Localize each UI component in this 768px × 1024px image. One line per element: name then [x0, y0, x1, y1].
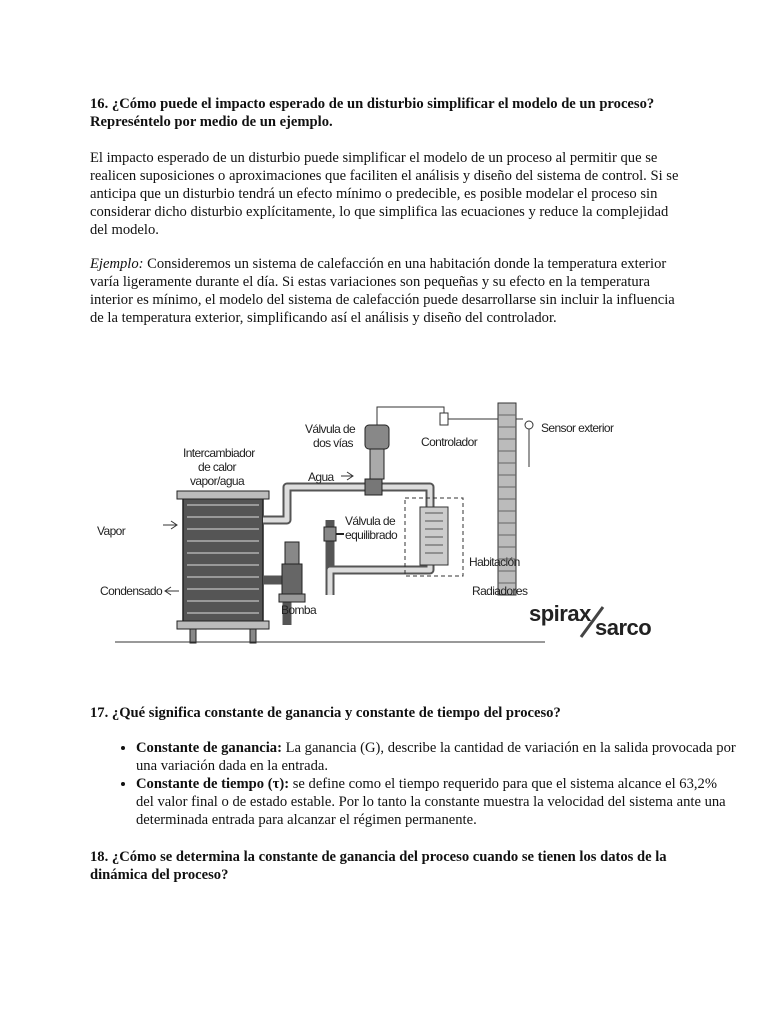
term-time-constant: Constante de tiempo (τ): — [136, 776, 290, 792]
label-intercambiador-3: vapor/agua — [190, 474, 245, 488]
heating-system-diagram — [95, 395, 675, 650]
svg-text:spirax: spirax — [529, 601, 591, 626]
question-16-heading: 16. ¿Cómo puede el impacto esperado de un disturbio simplificar el modelo de un proceso? Represéntelo por medio de un ejemplo. — [90, 96, 655, 130]
label-bomba: Bomba — [281, 603, 317, 617]
example-text: Consideremos un sistema de calefacción en una habitación donde la temperatura exterior varía ligeramente durante el día. Si estas variaciones son pequeñas y su efecto en la temperatura interior es mínimo, el modelo del sistema de calefacción puede desarrollarse sin incluir la influencia de la temperatura exterior, simplificando así el análisis y diseño del controlador. — [90, 256, 675, 326]
controller-icon — [440, 413, 448, 425]
definition-time-constant: se define como el tiempo requerido para que el sistema alcance el 63,2% del valor final o de estado estable. Por lo tanto la constante muestra la velocidad del sistema ante una determinada entrada para alcanzar el régimen permanente. — [136, 776, 726, 828]
spirax-sarco-logo — [529, 601, 651, 640]
condensate-arrow-icon — [165, 587, 179, 595]
question-16-answer: El impacto esperado de un disturbio puede simplificar el modelo de un proceso al permitir que se realicen suposiciones o aproximaciones que faciliten el análisis y diseño del sistema de control. Si se anticipa que un disturbio tendrá un efecto mínimo o predecible, es posible modelar el proceso sin considerar dicho disturbio explícitamente, lo que simplifica las ecuaciones y reduce la complejidad del modelo. — [90, 150, 679, 238]
term-gain: Constante de ganancia: — [136, 740, 282, 756]
label-valvula-equilibrado-1: Válvula de — [345, 514, 396, 528]
question-18-heading: 18. ¿Cómo se determina la constante de ganancia del proceso cuando se tienen los datos de la dinámica del proceso? — [90, 849, 667, 883]
label-habitacion: Habitación — [469, 555, 520, 569]
heat-exchanger — [177, 491, 269, 643]
outdoor-sensor-icon — [525, 421, 533, 429]
list-item — [136, 775, 736, 829]
pump-icon — [279, 542, 305, 602]
label-radiadores: Radiadores — [472, 584, 528, 598]
label-condensado: Condensado — [100, 584, 163, 598]
question-16-example — [90, 255, 685, 327]
question-17-heading: 17. ¿Qué significa constante de ganancia y constante de tiempo del proceso? — [90, 705, 561, 721]
label-valvula-equilibrado-2: equilibrado — [345, 528, 398, 542]
radiator — [420, 507, 448, 565]
water-arrow-icon — [341, 472, 353, 480]
label-vapor: Vapor — [97, 524, 126, 538]
svg-text:sarco: sarco — [595, 615, 652, 640]
vapor-arrow-icon — [163, 521, 177, 529]
list-item — [136, 739, 736, 775]
label-valvula-dos-vias-1: Válvula de — [305, 422, 356, 436]
definition-gain: La ganancia (G), describe la cantidad de variación en la salida provocada por una variación dada en la entrada. — [136, 740, 736, 774]
question-17-list — [90, 739, 736, 829]
label-intercambiador-1: Intercambiador — [183, 446, 255, 460]
label-sensor-exterior: Sensor exterior — [541, 421, 614, 435]
label-intercambiador-2: de calor — [198, 460, 236, 474]
example-label: Ejemplo: — [90, 256, 144, 272]
balancing-valve-icon — [324, 527, 344, 541]
label-agua: Agua — [308, 470, 334, 484]
label-valvula-dos-vias-2: dos vías — [313, 436, 353, 450]
label-controlador: Controlador — [421, 435, 478, 449]
